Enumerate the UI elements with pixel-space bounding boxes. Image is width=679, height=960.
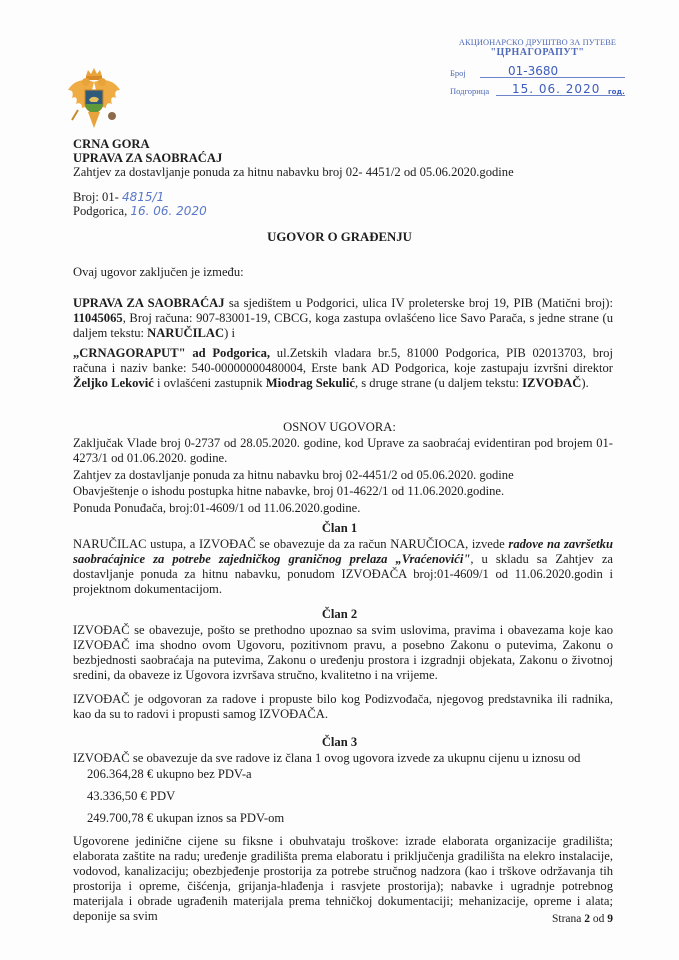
party2-director: Željko Leković <box>73 376 154 390</box>
header-country: CRNA GORA <box>73 137 150 151</box>
montenegro-coat-of-arms-icon <box>66 68 122 132</box>
stamp-date-row <box>450 80 625 98</box>
party2-role: IZVOĐAČ <box>522 376 582 390</box>
party1-text: sa sjedištem u Podgorici, ulica IV proleterske broj 19, PIB (Matični broj): <box>224 296 613 310</box>
stamp-broj-value: 01-3680 <box>508 64 559 78</box>
broj-label: Broj: 01- <box>73 190 119 204</box>
amount-vat: 43.336,50 € PDV <box>87 789 176 803</box>
stamp-broj-label: Број <box>450 68 466 78</box>
basis-item-2: Zahtjev za dostavljanje ponuda za hitnu nabavku broj 02-4451/2 od 05.06.2020. godine <box>73 468 514 482</box>
stamp-city-label: Подгорица <box>450 86 490 96</box>
basis-item-1: Zaključak Vlade broj 0-2737 od 28.05.2020. godine, kod Uprave za saobraćaj evidentiran pod brojem 01-4273/1 od 01.06.2020. godine. <box>73 436 613 465</box>
clan3-title: Član 3 <box>321 735 358 749</box>
broj-line <box>73 190 164 205</box>
stamp-date-suffix: год. <box>608 88 625 96</box>
basis-item-3: Obavještenje o ishodu postupka hitne nabavke, broj 01-4622/1 od 11.06.2020.godine. <box>73 484 505 498</box>
page-number-mid: od <box>590 913 608 925</box>
clan2-para1: IZVOĐAČ se obavezuje, pošto se prethodno upoznao sa svim uslovima, pravima i obavezama koje kao IZVOĐAČ ima shodno ovom Ugovoru, pozitivnom pravu, a posebno Zakonu o putevima, Zakonu o bezbjednosti saobraćaja na putevima, Zakonu o uređenju prostora i izgradnji objekata, Zakonu o životnoj sredini, da obaveze iz Ugovora izvršava stručno, kvalitetno i na vrijeme. <box>73 623 613 682</box>
party1-text: , Broj računa: 907-83001-19, CBCG, koga zastupa ovlašćeno lice Savo Parača, s jedne strane (u daljem tekstu: <box>73 311 613 340</box>
party2-text: , s druge strane (u daljem tekstu: <box>354 376 523 390</box>
clan2-para2: IZVOĐAČ je odgovoran za radove i propuste bilo kog Podizvođača, njegovog predstavnika ili radnika, kao da su to radovi i propusti samog IZVOĐAČA. <box>73 692 613 721</box>
party2-text: ). <box>581 376 589 390</box>
party2-agent: Miodrag Sekulić <box>265 376 355 390</box>
clan1-body <box>73 537 613 597</box>
party1-pib: 11045065 <box>73 311 123 325</box>
clan1-text: NARUČILAC ustupa, a IZVOĐAČ se obavezuje da za račun NARUČIOCA, izvede <box>73 537 509 551</box>
page-title: UGOVOR O GRAĐENJU <box>267 230 412 244</box>
header-institution: UPRAVA ZA SAOBRAĆAJ <box>73 151 223 165</box>
stamp-broj-row <box>450 62 625 80</box>
date-handwritten: 16. 06. 2020 <box>130 204 207 218</box>
party1-text: ) i <box>224 326 235 340</box>
clan3-intro: IZVOĐAČ se obavezuje da sve radove iz člana 1 ovog ugovora izvede za ukupnu cijenu u iznosu od <box>73 751 581 765</box>
amount-total: 249.700,78 € ukupan iznos sa PDV-om <box>87 811 285 825</box>
stamp-org-line1: АКЦИОНАРСКО ДРУШТВО ЗА ПУТЕВЕ <box>458 38 617 47</box>
party2-name: „CRNAGORAPUT" ad Podgorica, <box>73 346 271 360</box>
party1-name: UPRAVA ZA SAOBRAĆAJ <box>73 296 225 310</box>
intro-text: Ovaj ugovor zaključen je između: <box>73 265 244 279</box>
header-request-line: Zahtjev za dostavljanje ponuda za hitnu nabavku broj 02- 4451/2 od 05.06.2020.godine <box>73 165 514 179</box>
party-izvodjac <box>73 346 613 391</box>
party-naručilac <box>73 296 613 341</box>
place-label: Podgorica, <box>73 204 128 218</box>
page-number-current: 2 <box>584 913 590 925</box>
basis-title: OSNOV UGOVORA: <box>283 420 396 434</box>
stamp-org-line2: "ЦРНАГОРАПУТ" <box>490 47 585 58</box>
basis-item-4: Ponuda Ponuđača, broj:01-4609/1 od 11.06.2020.godine. <box>73 501 361 515</box>
clan3-para: Ugovorene jedinične cijene su fiksne i obuhvataju troškove: izrade elaborata organizacije gradilišta; elaborata zaštite na radu; uređenje gradilišta prema elaboratu i priključenja gradilišta na elekro instalacije, vodovod, kanalizaciju; obezbjeđenje prostorija za potrebe stručnog nadzora (kao i trškove održavanja tih prostorija i opreme, čišćenja, grijanja-hlađenja i rasvjete prostorija); nabavke i ugradnje potrebnog materijala i obrade ugrađenih materijala prema tehničkoj dokumentaciji; mehanizacije, opreme i alata; deponije sa svim <box>73 834 613 923</box>
clan1-title: Član 1 <box>321 521 358 535</box>
party2-text: ul.Zetskih vladara br.5, 81000 Podgorica, PIB 02013703, broj računa i naziv banke: 540-00000000480004, Erste bank AD Podgorica, koje zastupaju izvršni direktor <box>73 346 613 375</box>
party2-text: i ovlašćeni zastupnik <box>153 376 266 390</box>
place-date-line <box>73 204 207 219</box>
broj-handwritten: 4815/1 <box>121 190 165 204</box>
amount-without-vat: 206.364,28 € ukupno bez PDV-a <box>87 767 252 781</box>
stamp-date-value: 15. 06. 2020 <box>512 82 601 96</box>
page-number-prefix: Strana <box>551 913 585 925</box>
page-number-total: 9 <box>607 913 613 925</box>
clan2-title: Član 2 <box>321 607 358 621</box>
registry-stamp <box>450 38 625 98</box>
page-number <box>552 912 613 927</box>
clan1-text: , u skladu sa Zahtjev za dostavljanje ponuda za hitnu nabavku, ponudom IZVOĐAČA broj:01-4609/1 od 11.06.2020.godin i projektnom dokumentacijom. <box>73 552 613 596</box>
party1-role: NARUČILAC <box>147 326 225 340</box>
clan1-emphasis: radove na završetku saobraćajnice za potrebe zajedničkog graničnog prelaza „Vraćenovići" <box>73 537 613 566</box>
